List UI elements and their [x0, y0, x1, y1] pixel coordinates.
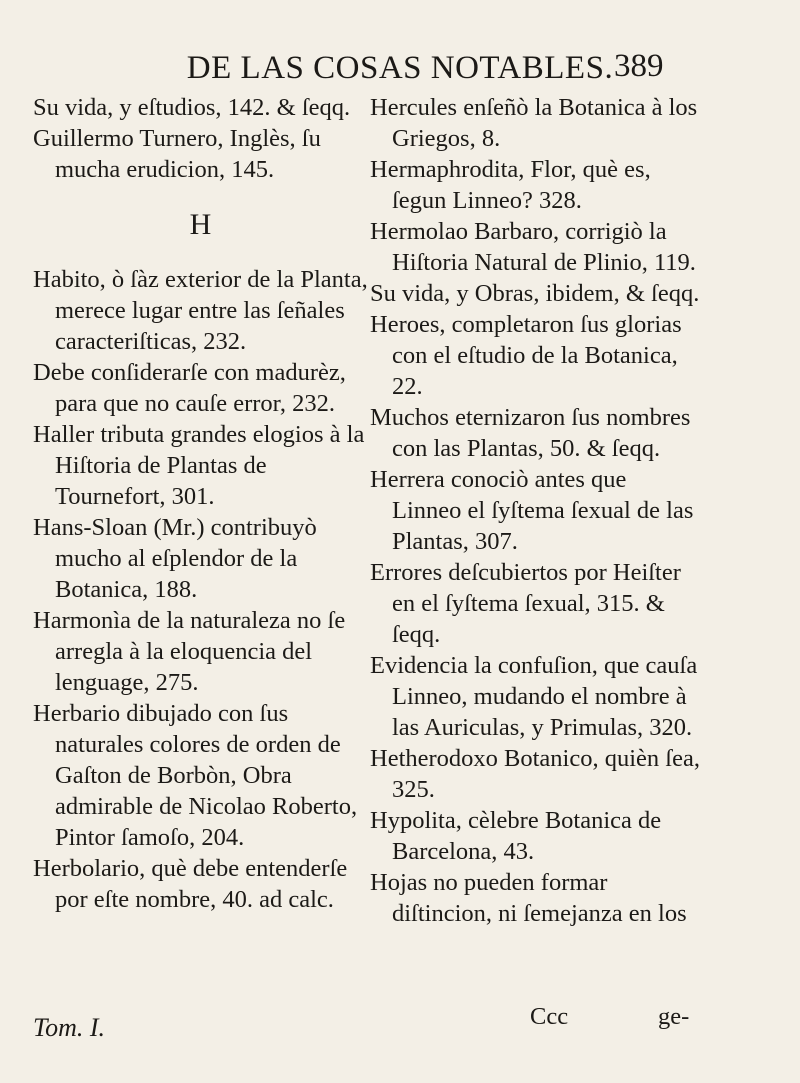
- index-entry: Hypolita, cèlebre Botanica de Barcelona, 43.: [370, 807, 662, 865]
- index-entry: Guillermo Turnero, Inglès, ſu mucha erudicion, 145.: [33, 125, 321, 183]
- index-entry: Herrera conociò antes que Linneo el ſyſtema ſexual de las Plantas, 307.: [370, 466, 694, 555]
- index-entry: Hermolao Barbaro, corrigiò la Hiſtoria Natural de Plinio, 119.: [370, 218, 696, 276]
- index-entry: Harmonìa de la naturaleza no ſe arregla à la eloquencia del lenguage, 275.: [33, 607, 346, 696]
- page-number: 389: [614, 48, 664, 84]
- index-entry: Heroes, completaron ſus glorias con el eſtudio de la Botanica, 22.: [370, 311, 682, 400]
- gathering-signature: Ccc: [530, 1003, 569, 1030]
- index-entry: Muchos eternizaron ſus nombres con las Plantas, 50. & ſeqq.: [370, 404, 691, 462]
- index-entry: Herbolario, què debe entenderſe por eſte nombre, 40. ad calc.: [33, 855, 348, 913]
- right-column: [370, 92, 700, 929]
- catchword: ge-: [658, 1003, 690, 1030]
- index-entry: Hercules enſeñò la Botanica à los Griegos, 8.: [370, 94, 698, 152]
- index-entry: Herbario dibujado con ſus naturales colores de orden de Gaſton de Borbòn, Obra admirable de Nicolao Roberto, Pintor ſamoſo, 204.: [33, 700, 358, 851]
- index-entry: Habito, ò ſàz exterior de la Planta, merece lugar entre las ſeñales caracteriſticas, 232.: [33, 266, 368, 355]
- running-title: DE LAS COSAS NOTABLES.: [186, 50, 614, 86]
- index-entry: Su vida, y eſtudios, 142. & ſeqq.: [33, 94, 351, 121]
- index-entry: Debe conſiderarſe con madurèz, para que no cauſe error, 232.: [33, 359, 346, 417]
- index-entry: Su vida, y Obras, ibidem, & ſeqq.: [370, 280, 700, 307]
- index-entry: Haller tributa grandes elogios à la Hiſtoria de Plantas de Tournefort, 301.: [33, 421, 365, 510]
- left-column: [33, 92, 368, 915]
- index-entry: Hermaphrodita, Flor, què es, ſegun Linneo? 328.: [370, 156, 651, 214]
- section-letter: H: [189, 208, 212, 241]
- index-entry: Hojas no pueden formar diſtincion, ni ſemejanza en los: [370, 869, 687, 927]
- index-entry: Errores deſcubiertos por Heiſter en el ſyſtema ſexual, 315. & ſeqq.: [370, 559, 681, 648]
- index-entry: Hetherodoxo Botanico, quièn ſea, 325.: [370, 745, 700, 803]
- index-entry: Evidencia la confuſion, que cauſa Linneo, mudando el nombre à las Auriculas, y Primulas, 320.: [370, 652, 698, 741]
- volume-signature: Tom. I.: [33, 1013, 106, 1042]
- index-entry: Hans-Sloan (Mr.) contribuyò mucho al eſplendor de la Botanica, 188.: [33, 514, 317, 603]
